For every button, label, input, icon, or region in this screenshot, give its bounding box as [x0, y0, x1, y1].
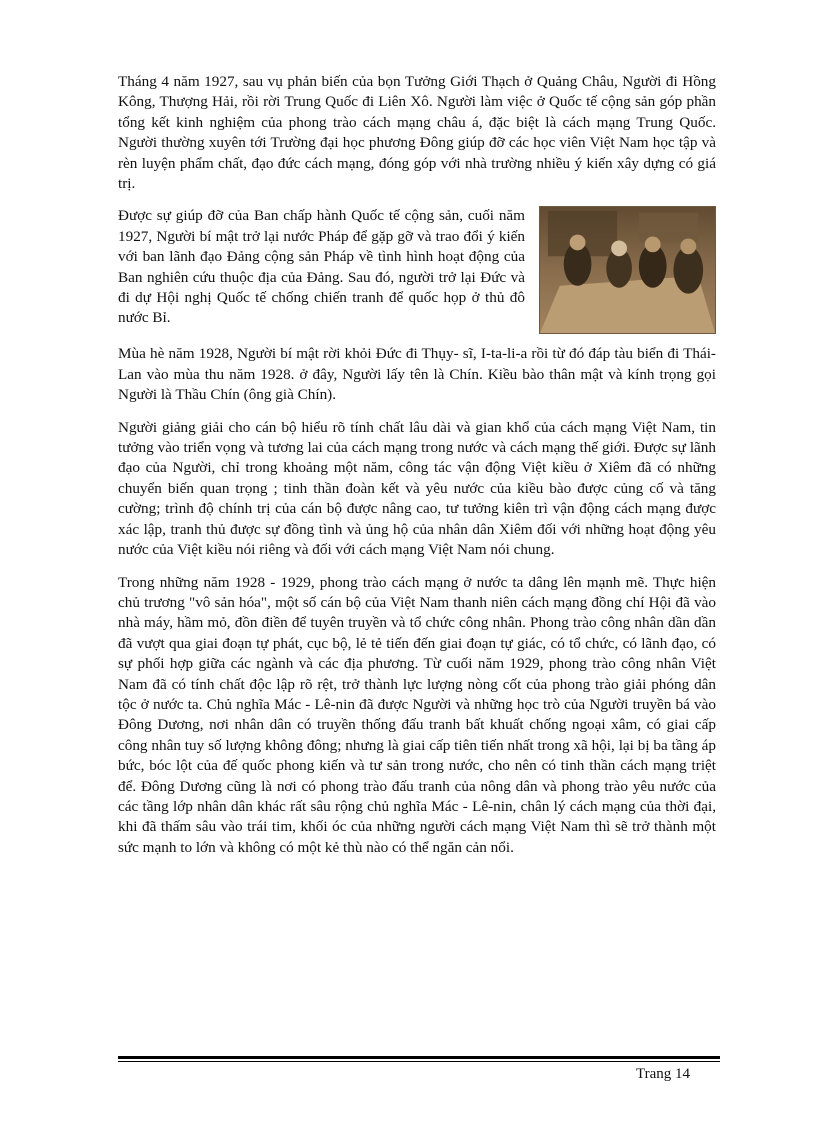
paragraph-with-photo [118, 206, 716, 338]
paragraph-1: Tháng 4 năm 1927, sau vụ phản biến của bọn Tưởng Giới Thạch ở Quảng Châu, Người đi Hồng Kông, Thượng Hải, rồi rời Trung Quốc đi Liên Xô. Người làm việc ở Quốc tế cộng sản góp phần tổng kết kinh nghiệm của phong trào cách mạng châu á, đặc biệt là cách mạng Trung Quốc. Người thường xuyên tới Trường đại học phương Đông giúp đỡ các học viên Việt Nam học tập và rèn luyện phẩm chất, đạo đức cách mạng, đóng góp với nhà trường nhiều ý kiến xây dựng có giá trị. [118, 73, 716, 193]
footer-divider-thin [118, 1061, 720, 1062]
paragraph-5: Trong những năm 1928 - 1929, phong trào cách mạng ở nước ta dâng lên mạnh mẽ. Thực hiện chủ trương "vô sản hóa", một số cán bộ của Việt Nam thanh niên cách mạng đồng chí Hội đã vào nhà máy, hầm mỏ, đồn điền để tuyên truyền và tổ chức công nhân. Phong trào công nhân dần dần đã vượt qua giai đoạn tự phát, cục bộ, lẻ tẻ tiến đến giai đoạn tự giác, có tổ chức, có lãnh đạo, có sự phối hợp giữa các ngành và các địa phương. Từ cuối năm 1929, phong trào công nhân Việt Nam đã có tính chất độc lập rõ rệt, trở thành lực lượng nòng cốt của phong trào giải phóng dân tộc ở nước ta. Chủ nghĩa Mác - Lê-nin đã được Người và những học trò của Người truyền bá vào Đông Dương, nơi nhân dân có truyền thống đấu tranh bất khuất chống ngoại xâm, có giai cấp công nhân tuy số lượng không đông; nhưng là giai cấp tiên tiến nhất trong xã hội, lại bị ba tầng áp bức, bóc lột của đế quốc phong kiến và tư sản trong nước, cho nên có tinh thần cách mạng triệt để. Đông Dương cũng là nơi có phong trào đấu tranh của nông dân và phong trào yêu nước của các tầng lớp nhân dân khác rất sâu rộng chủ nghĩa Mác - Lê-nin, chân lý cách mạng của thời đại, khi đã thấm sâu vào trái tim, khối óc của những người cách mạng Việt Nam thì sẽ trở thành một sức mạnh to lớn và không có một kẻ thù nào có thể ngăn cản nổi. [118, 573, 716, 856]
paragraph-2: Được sự giúp đỡ của Ban chấp hành Quốc tế cộng sản, cuối năm 1927, Người bí mật trở lại nước Pháp để gặp gỡ và trao đổi ý kiến với ban lãnh đạo Đảng cộng sản Pháp về tình hình hoạt động của Ban nghiên cứu thuộc địa của Đảng. Sau đó, người trở lại Đức và đi dự Hội nghị Quốc tế chống chiến tranh để quốc họp ở thủ đô nước Bỉ. [118, 207, 525, 327]
paragraph-3: Mùa hè năm 1928, Người bí mật rời khỏi Đức đi Thụy- sĩ, I-ta-li-a rồi từ đó đáp tàu biển đi Thái-Lan vào mùa thu năm 1928. ở đây, Người lấy tên là Chín. Kiều bào thân mật và kính trọng gọi Người là Thầu Chín (ông già Chín). [118, 345, 716, 404]
sepia-meeting-photo-icon [540, 207, 715, 333]
document-body [118, 72, 716, 870]
page-number: Trang 14 [636, 1066, 691, 1082]
footer-divider-thick [118, 1056, 720, 1059]
paragraph-4: Người giảng giải cho cán bộ hiểu rõ tính chất lâu dài và gian khổ của cách mạng Việt Nam, tin tưởng vào triển vọng và tương lai của cách mạng trong nước và cách mạng thế giới. Được sự lãnh đạo của Người, chỉ trong khoảng một năm, công tác vận động Việt kiều ở Xiêm đã có những chuyển biến quan trọng ; tinh thần đoàn kết và yêu nước của kiều bào được củng cố và tăng cường; trình độ chính trị của cán bộ được nâng cao, tư tưởng kiên trì vận động cách mạng được xác lập, tranh thủ được sự đồng tình và ủng hộ của nhân dân Xiêm đối với những hoạt động yêu nước của Việt kiều nói riêng và đối với cách mạng Việt Nam nói chung. [118, 418, 716, 559]
historical-photo [539, 206, 716, 334]
